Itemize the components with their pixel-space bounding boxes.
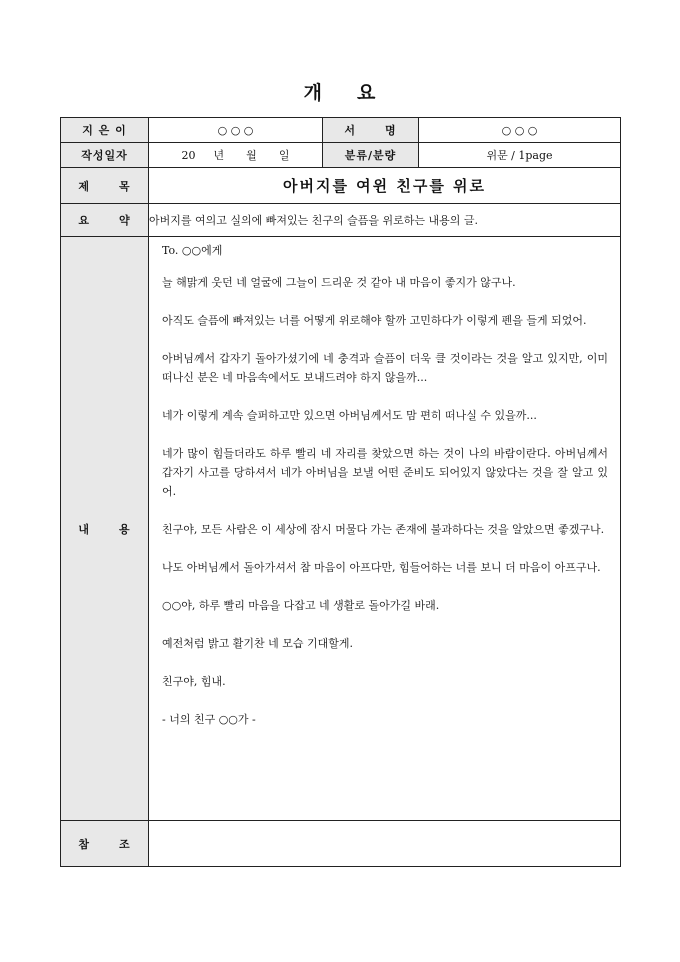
title-value: [149, 168, 621, 204]
content-paragraph: 예전처럼 밝고 활기찬 네 모습 기대할게.: [162, 637, 353, 650]
content-paragraph: 아버님께서 갑자기 돌아가셨기에 네 충격과 슬픔이 더욱 클 것이라는 것을 알고 있지만, 이미 떠나신 분은 네 마음속에서도 보내드려야 하지 않을까...: [162, 352, 608, 384]
signoff-line: - 너의 친구 ○○가 -: [162, 713, 256, 726]
reference-value: [149, 821, 621, 867]
document-title-right: 요: [357, 82, 377, 104]
document-title-left: 개: [303, 82, 323, 104]
main-title-text: 아버지를 여윈 친구를 위로: [282, 177, 487, 195]
content-row: [61, 237, 621, 821]
author-label: 지 은 이: [61, 118, 149, 143]
date-row: [61, 143, 621, 168]
content-paragraph: 네가 이렇게 계속 슬퍼하고만 있으면 아버님께서도 맘 편히 떠나실 수 있을까...: [162, 409, 537, 422]
content-paragraph: 친구야, 모든 사람은 이 세상에 잠시 머물다 가는 존재에 불과하다는 것을 알았으면 좋겠구나.: [162, 523, 605, 536]
document-title: [0, 78, 680, 105]
content-body: [149, 237, 621, 821]
content-paragraph: ○○야, 하루 빨리 마음을 다잡고 네 생활로 돌아가길 바래.: [162, 599, 440, 612]
signature-value: ○ ○ ○: [419, 118, 621, 143]
category-value: 위문 / 1page: [419, 143, 621, 168]
content-paragraph: 늘 해맑게 웃던 네 얼굴에 그늘이 드리운 것 같아 내 마음이 좋지가 않구나.: [162, 276, 516, 289]
author-row: [61, 118, 621, 143]
reference-row: [61, 821, 621, 867]
date-year-unit: 년: [213, 149, 225, 162]
title-label: 제 목: [61, 168, 149, 204]
content-paragraph: 아직도 슬픔에 빠져있는 너를 어떻게 위로해야 할까 고민하다가 이렇게 펜을 들게 되었어.: [162, 314, 587, 327]
signature-label: 서 명: [323, 118, 419, 143]
greeting-line: To. ○○에게: [162, 244, 223, 257]
content-paragraph: 나도 아버님께서 돌아가셔서 참 마음이 아프다만, 힘들어하는 너를 보니 더 마음이 아프구나.: [162, 561, 601, 574]
info-form-table: [60, 117, 621, 867]
date-value: [149, 143, 323, 168]
summary-row: [61, 204, 621, 237]
summary-value: 아버지를 여의고 실의에 빠져있는 친구의 슬픔을 위로하는 내용의 글.: [149, 204, 621, 237]
date-month-unit: 월: [246, 149, 257, 162]
summary-label: 요 약: [61, 204, 149, 237]
date-day-unit: 일: [278, 149, 290, 162]
content-label: 내 용: [61, 237, 149, 821]
date-year: 20: [181, 149, 196, 162]
content-paragraph: 네가 많이 힘들더라도 하루 빨리 네 자리를 찾았으면 하는 것이 나의 바람이란다. 아버님께서 갑자기 사고를 당하셔서 네가 아버님을 보낼 어떤 준비도 되어있지 않았다는 것을 잘 알고 있어.: [162, 447, 608, 498]
category-label: 분류/분량: [323, 143, 419, 168]
date-label: 작성일자: [61, 143, 149, 168]
content-paragraph: 친구야, 힘내.: [162, 675, 226, 688]
author-value: ○ ○ ○: [149, 118, 323, 143]
title-row: [61, 168, 621, 204]
reference-label: 참 조: [61, 821, 149, 867]
